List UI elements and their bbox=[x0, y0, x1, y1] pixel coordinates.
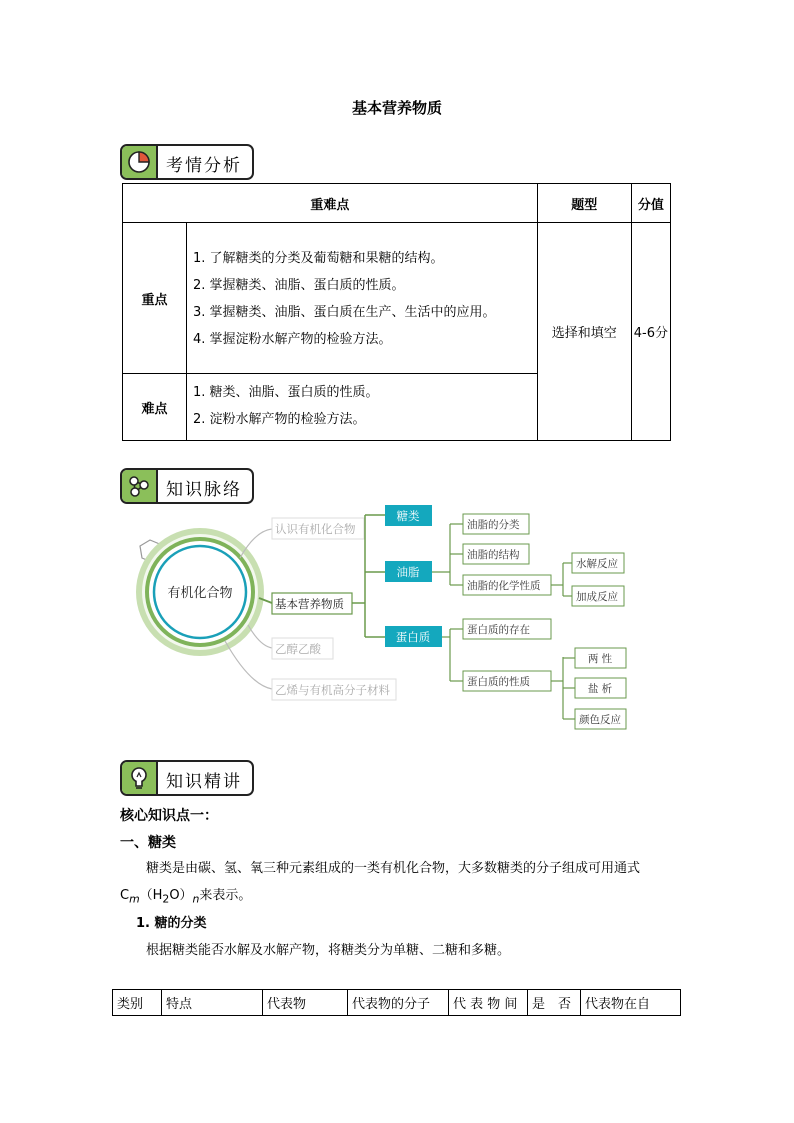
page-title: 基本营养物质 bbox=[351, 99, 442, 117]
key-item: 4. 掌握淀粉水解产物的检验方法。 bbox=[193, 332, 392, 347]
key-item: 1. 了解糖类的分类及葡萄糖和果糖的结构。 bbox=[193, 251, 444, 266]
topic-item: 认识有机化合物 bbox=[275, 522, 356, 536]
hard-item: 1. 糖类、油脂、蛋白质的性质。 bbox=[193, 385, 379, 400]
formula-tail: 来表示。 bbox=[199, 888, 252, 903]
section-analysis-header bbox=[120, 144, 254, 180]
sugar-heading: 一、糖类 bbox=[120, 835, 176, 851]
formula-n: n bbox=[192, 892, 200, 906]
topic-item: 乙烯与有机高分子材料 bbox=[275, 683, 390, 697]
t2-header: 类别 bbox=[113, 990, 162, 1016]
hard-label: 难点 bbox=[123, 374, 187, 441]
formula-c: C bbox=[120, 888, 130, 903]
section-lecture-label: 知识精讲 bbox=[166, 772, 242, 792]
section-context-header bbox=[120, 468, 254, 504]
category-fat: 油脂 bbox=[396, 565, 420, 579]
category-protein: 蛋白质 bbox=[395, 630, 431, 644]
t2-header: 代 表 物 间 bbox=[449, 990, 528, 1016]
sugar-paragraph bbox=[120, 855, 680, 913]
protein-prop: 颜色反应 bbox=[579, 714, 621, 726]
analysis-table bbox=[122, 183, 671, 441]
fat-reaction: 加成反应 bbox=[576, 591, 618, 603]
fat-item: 油脂的分类 bbox=[467, 519, 520, 531]
formula-h: （H bbox=[139, 888, 163, 903]
topic-item: 乙醇乙酸 bbox=[275, 642, 321, 656]
section-context-label: 知识脉络 bbox=[166, 480, 242, 500]
hard-item: 2. 淀粉水解产物的检验方法。 bbox=[193, 412, 366, 427]
key-items bbox=[187, 223, 538, 374]
formula-m: m bbox=[129, 892, 140, 906]
section-analysis-label: 考情分析 bbox=[166, 156, 242, 176]
key-item: 3. 掌握糖类、油脂、蛋白质在生产、生活中的应用。 bbox=[193, 305, 496, 320]
hard-items bbox=[187, 374, 538, 441]
header-score: 分值 bbox=[631, 184, 670, 223]
t2-header: 是 否 bbox=[528, 990, 581, 1016]
fat-reaction: 水解反应 bbox=[576, 558, 618, 570]
topic-item: 基本营养物质 bbox=[275, 597, 344, 611]
para-text: 糖类是由碳、氢、氧三种元素组成的一类有机化合物，大多数糖类的分子组成可用通式 bbox=[146, 861, 641, 876]
fat-item: 油脂的化学性质 bbox=[467, 580, 541, 592]
protein-prop: 两 性 bbox=[587, 653, 613, 665]
molecule-icon bbox=[122, 470, 158, 502]
protein-prop: 盐 析 bbox=[587, 683, 613, 695]
formula bbox=[120, 882, 251, 913]
protein-item: 蛋白质的存在 bbox=[467, 624, 530, 636]
center-label: 有机化合物 bbox=[167, 586, 233, 601]
pie-chart-icon bbox=[122, 146, 158, 178]
key-label: 重点 bbox=[123, 223, 187, 374]
core-point-heading: 核心知识点一： bbox=[120, 808, 218, 824]
score-range: 4-6分 bbox=[631, 223, 670, 441]
section-lecture-header bbox=[120, 760, 254, 796]
classification-paragraph: 根据糖类能否水解及水解产物，将糖类分为单糖、二糖和多糖。 bbox=[146, 943, 511, 958]
formula-o: O） bbox=[169, 888, 193, 903]
key-item: 2. 掌握糖类、油脂、蛋白质的性质。 bbox=[193, 278, 405, 293]
header-difficulty: 重难点 bbox=[123, 184, 538, 223]
t2-header: 代表物在自 bbox=[581, 990, 681, 1016]
mind-map bbox=[120, 503, 640, 743]
t2-header: 代表物 bbox=[263, 990, 348, 1016]
formula-2: 2 bbox=[162, 892, 170, 906]
header-type: 题型 bbox=[537, 184, 631, 223]
category-sugar: 糖类 bbox=[396, 509, 420, 523]
lightbulb-icon bbox=[122, 762, 158, 794]
question-type: 选择和填空 bbox=[537, 223, 631, 441]
classification-table bbox=[112, 989, 681, 1016]
classification-heading: 1. 糖的分类 bbox=[136, 916, 207, 931]
protein-item: 蛋白质的性质 bbox=[467, 676, 530, 688]
fat-item: 油脂的结构 bbox=[467, 549, 520, 561]
t2-header: 特点 bbox=[162, 990, 263, 1016]
t2-header: 代表物的分子 bbox=[348, 990, 449, 1016]
